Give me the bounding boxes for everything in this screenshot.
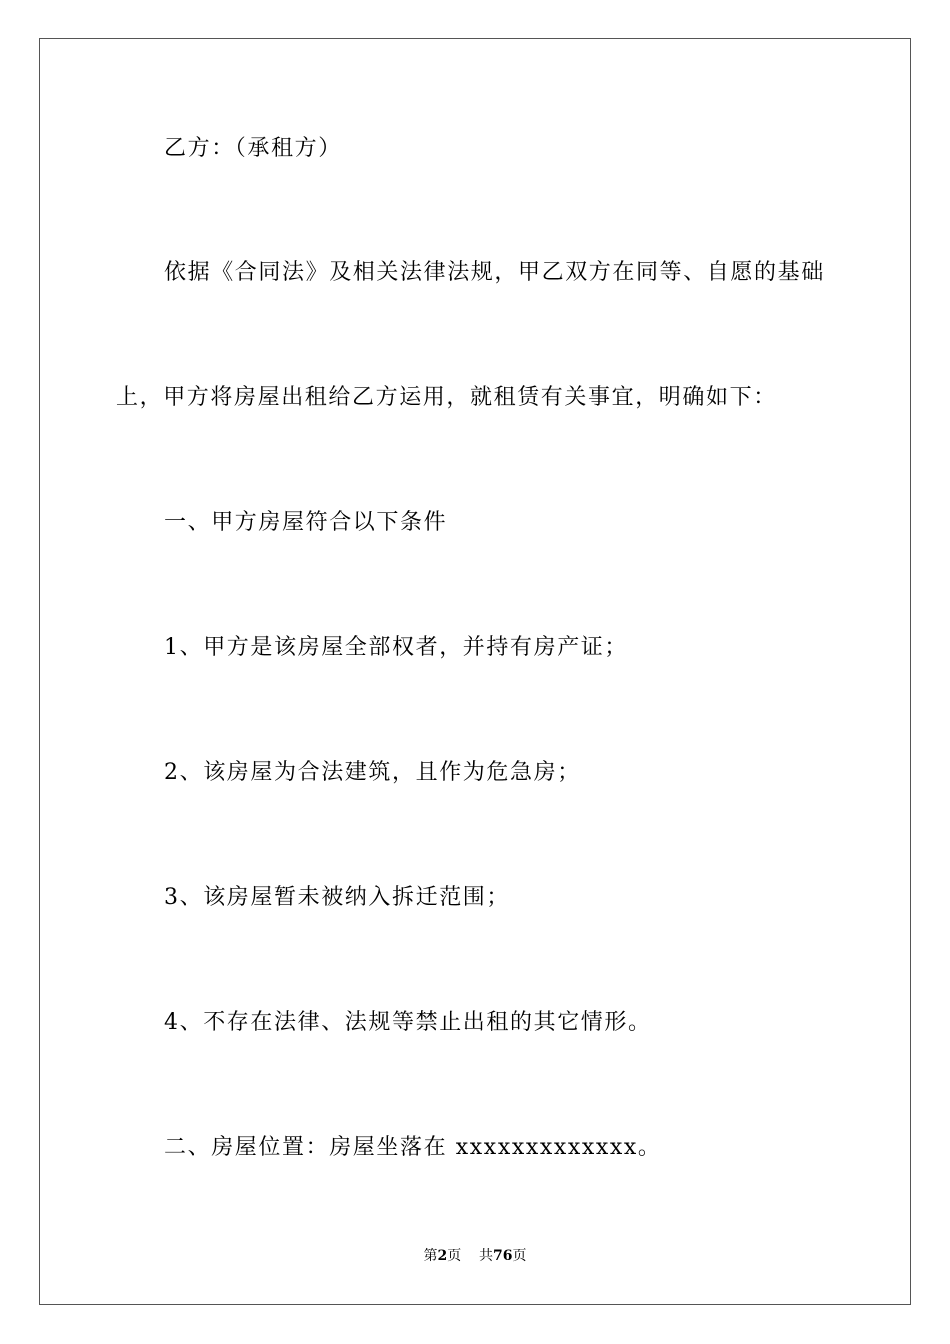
section-2-location: 二、房屋位置：房屋坐落在 xxxxxxxxxxxxx。 [164, 1135, 662, 1160]
condition-3: 3、该房屋暂未被纳入拆迁范围； [164, 885, 510, 910]
preamble-line-2: 上，甲方将房屋出租给乙方运用，就租赁有关事宜，明确如下： [116, 385, 777, 410]
condition-4: 4、不存在法律、法规等禁止出租的其它情形。 [164, 1010, 652, 1035]
total-prefix: 共 [479, 1248, 494, 1264]
party-b-line: 乙方：（承租方） [164, 136, 342, 161]
condition-1: 1、甲方是该房屋全部权者，并持有房产证； [164, 635, 628, 660]
preamble-line-1: 依据《合同法》及相关法律法规，甲乙双方在同等、自愿的基础 [164, 260, 825, 285]
page-frame [39, 38, 911, 1305]
page-footer [0, 1246, 950, 1266]
page-suffix: 页 [447, 1248, 462, 1264]
total-pages: 76 [493, 1248, 513, 1264]
page-prefix: 第 [423, 1248, 438, 1264]
page-number: 2 [437, 1248, 448, 1264]
total-suffix: 页 [512, 1248, 527, 1264]
section-1-heading: 一、甲方房屋符合以下条件 [164, 510, 448, 535]
condition-2: 2、该房屋为合法建筑，且作为危急房； [164, 760, 581, 785]
